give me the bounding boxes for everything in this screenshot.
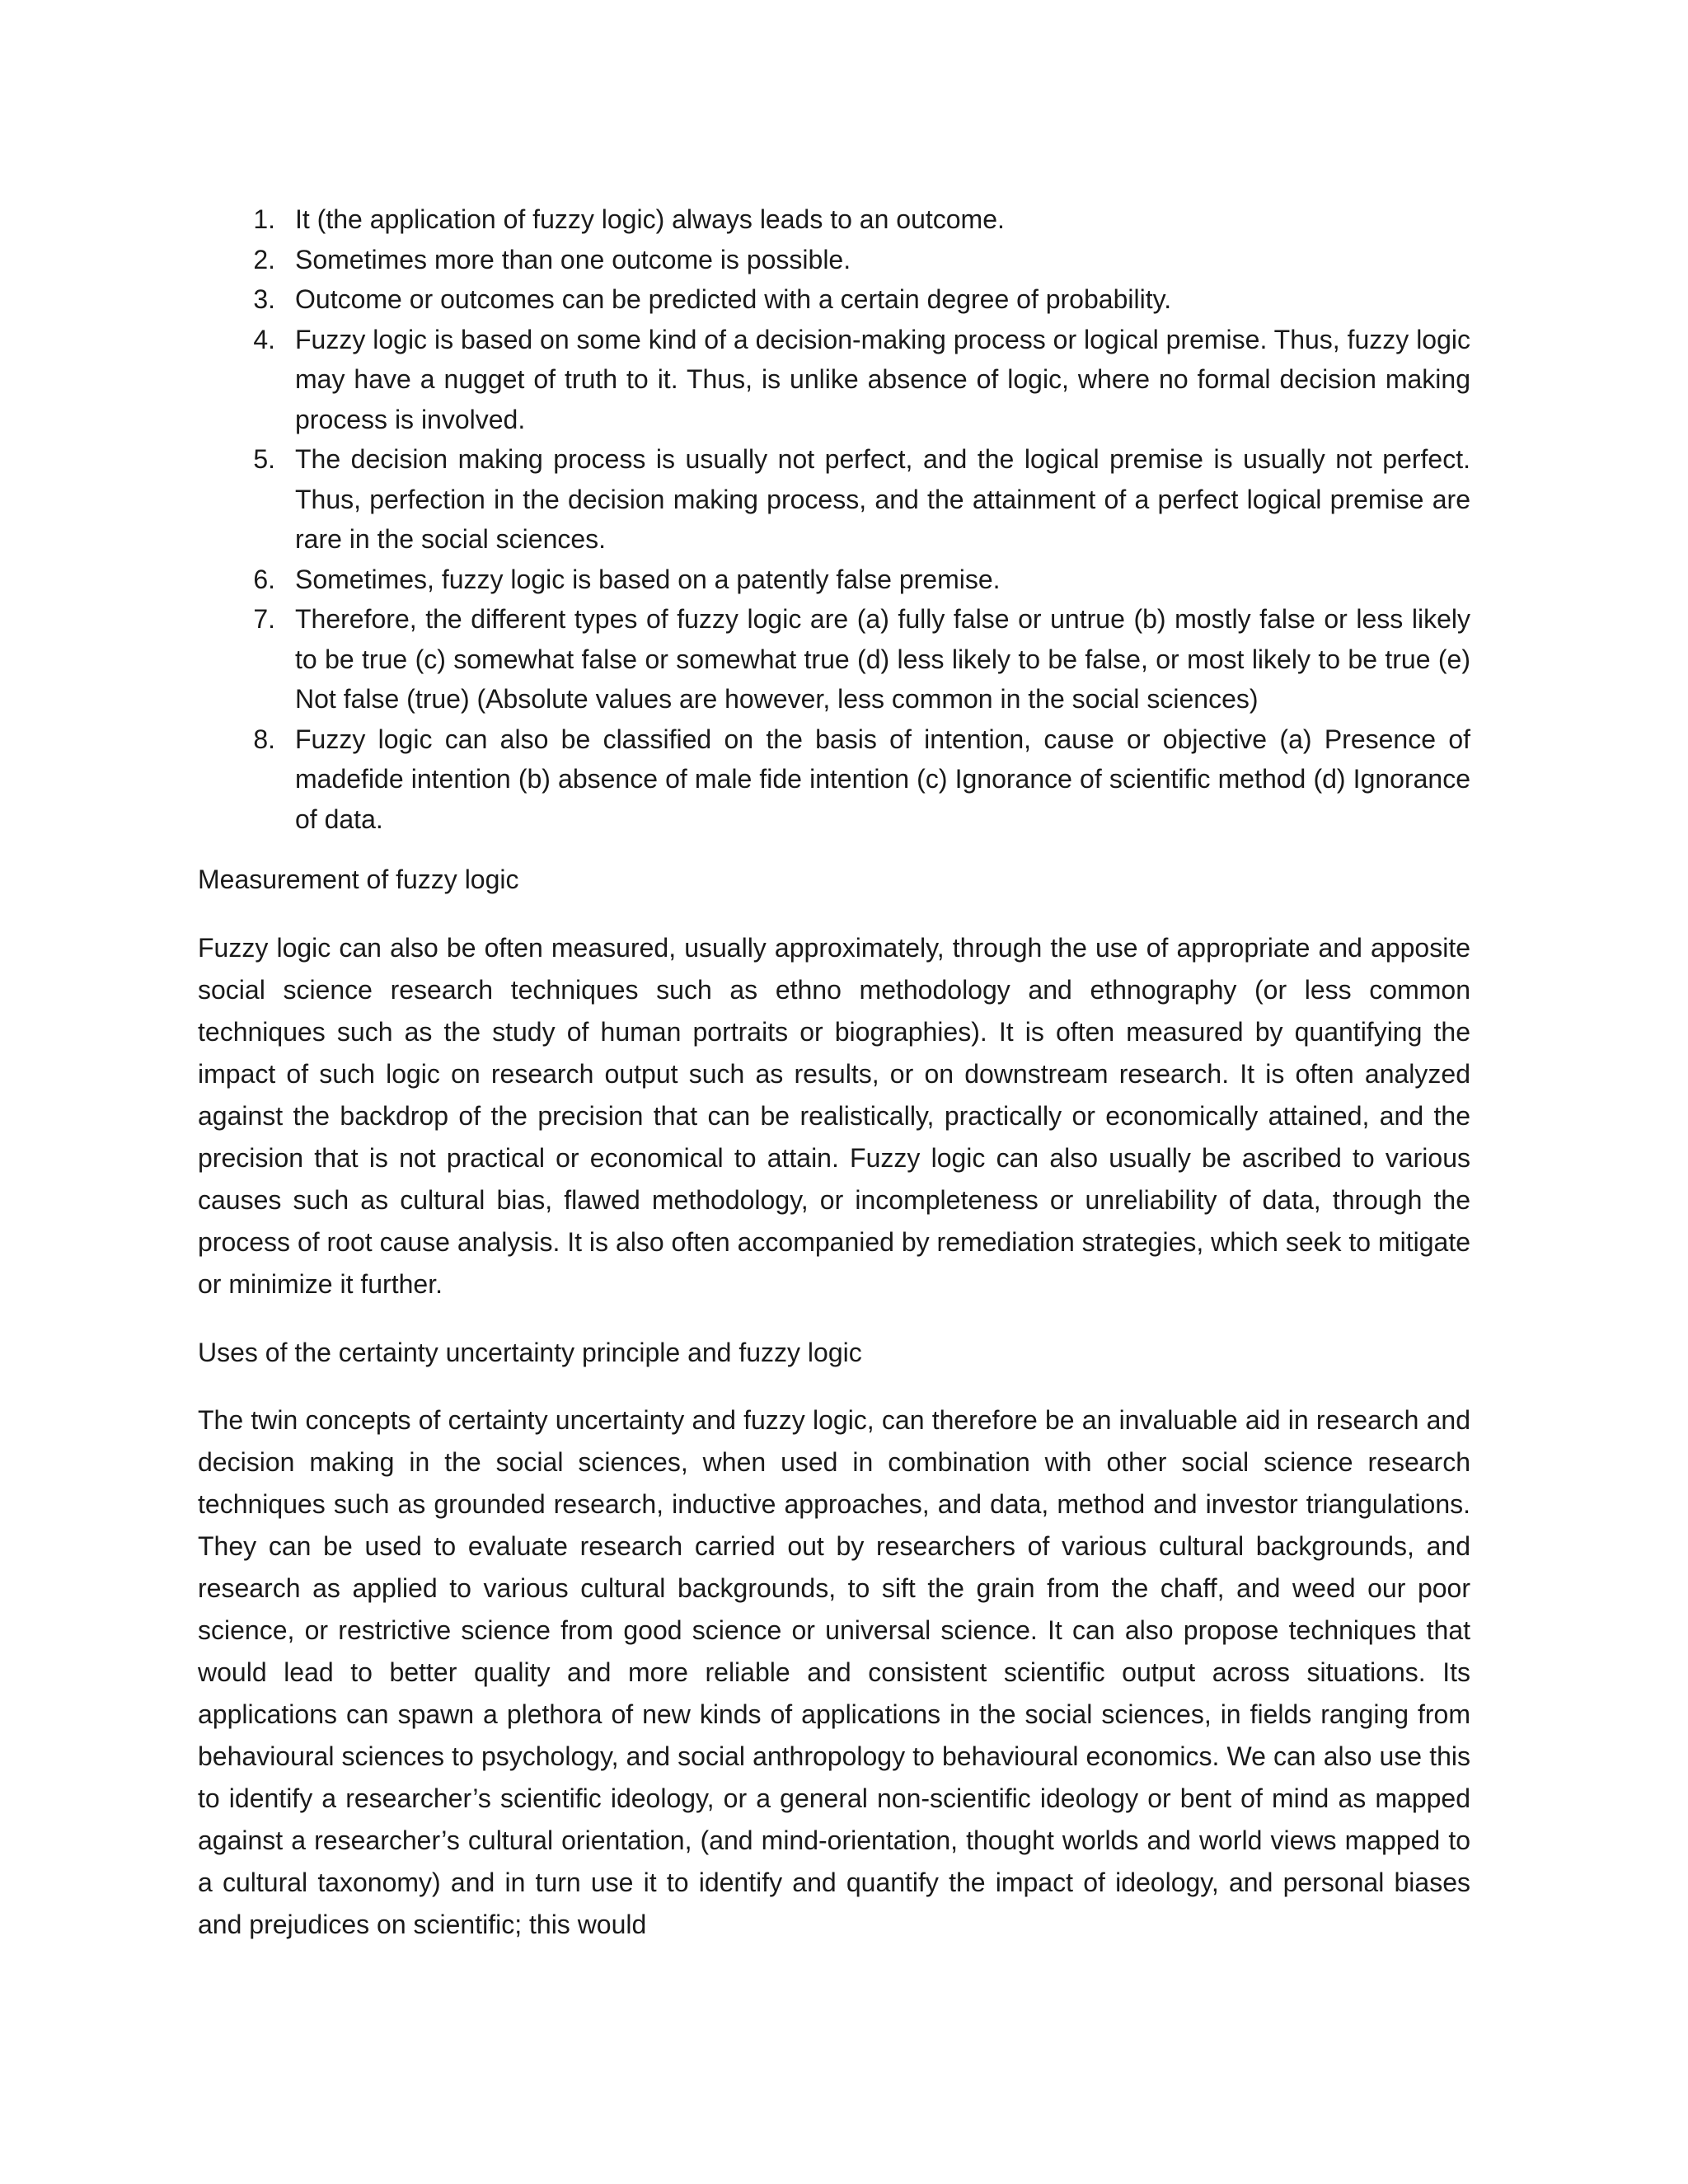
list-item-number: 1. xyxy=(253,204,275,234)
list-item xyxy=(198,599,1470,719)
list-item-text: The decision making process is usually not perfect, and the logical premise is usually not perfect. Thus, perfection in the decision making process, and the attainment of a perfect logical premise are rare in the social sciences. xyxy=(295,444,1470,554)
page-content xyxy=(198,199,1470,1946)
list-item-number: 3. xyxy=(253,284,275,314)
list-item xyxy=(198,199,1470,240)
list-item xyxy=(198,240,1470,280)
list-item xyxy=(198,439,1470,560)
list-item-number: 7. xyxy=(253,604,275,634)
paragraph-uses: The twin concepts of certainty uncertainty and fuzzy logic, can therefore be an invaluable aid in research and decision making in the social sciences, when used in combination with other social science research techniques such as grounded research, inductive approaches, and data, method and investor triangulations. They can be used to evaluate research carried out by researchers of various cultural backgrounds, and research as applied to various cultural backgrounds, to sift the grain from the chaff, and weed our poor science, or restrictive science from good science or universal science. It can also propose techniques that would lead to better quality and more reliable and consistent scientific output across situations. Its applications can spawn a plethora of new kinds of applications in the social sciences, in fields ranging from behavioural sciences to psychology, and social anthropology to behavioural economics. We can also use this to identify a researcher’s scientific ideology, or a general non-scientific ideology or bent of mind as mapped against a researcher’s cultural orientation, (and mind-orientation, thought worlds and world views mapped to a cultural taxonomy) and in turn use it to identify and quantify the impact of ideology, and personal biases and prejudices on scientific; this would xyxy=(198,1405,1470,1939)
list-item-number: 8. xyxy=(253,724,275,754)
section-heading-measurement: Measurement of fuzzy logic xyxy=(198,865,519,894)
list-item-number: 4. xyxy=(253,324,275,354)
list-item xyxy=(198,719,1470,840)
list-item-number: 5. xyxy=(253,444,275,474)
numbered-list xyxy=(198,199,1470,839)
list-item-text: Outcome or outcomes can be predicted with a certain degree of probability. xyxy=(295,284,1172,314)
list-item-text: It (the application of fuzzy logic) always leads to an outcome. xyxy=(295,204,1005,234)
paragraph-measurement: Fuzzy logic can also be often measured, usually approximately, through the use of appropriate and apposite social science research techniques such as ethno methodology and ethnography (or less common techniques such as the study of human portraits or biographies). It is often measured by quantifying the impact of such logic on research output such as results, or on downstream research. It is often analyzed against the backdrop of the precision that can be realistically, practically or economically attained, and the precision that is not practical or economical to attain. Fuzzy logic can also usually be ascribed to various causes such as cultural bias, flawed methodology, or incompleteness or unreliability of data, through the process of root cause analysis. It is also often accompanied by remediation strategies, which seek to mitigate or minimize it further. xyxy=(198,933,1470,1299)
list-item-text: Fuzzy logic is based on some kind of a decision-making process or logical premise. Thus, fuzzy logic may have a nugget of truth to it. Thus, is unlike absence of logic, where no formal decision making process is involved. xyxy=(295,324,1470,434)
list-item xyxy=(198,279,1470,320)
list-item-text: Sometimes more than one outcome is possible. xyxy=(295,244,851,274)
list-item-text: Therefore, the different types of fuzzy logic are (a) fully false or untrue (b) mostly false or less likely to be true (c) somewhat false or somewhat true (d) less likely to be false, or most likely to be true (e) Not false (true) (Absolute values are however, less common in the social sciences) xyxy=(295,604,1470,714)
section-heading-uses: Uses of the certainty uncertainty principle and fuzzy logic xyxy=(198,1338,862,1367)
list-item-text: Sometimes, fuzzy logic is based on a patently false premise. xyxy=(295,564,1001,594)
list-item-number: 6. xyxy=(253,564,275,594)
list-item xyxy=(198,320,1470,440)
list-item-number: 2. xyxy=(253,244,275,274)
list-item xyxy=(198,560,1470,600)
list-item-text: Fuzzy logic can also be classified on the basis of intention, cause or objective (a) Presence of madefide intention (b) absence of male fide intention (c) Ignorance of scientific method (d) Ignorance of data. xyxy=(295,724,1470,834)
